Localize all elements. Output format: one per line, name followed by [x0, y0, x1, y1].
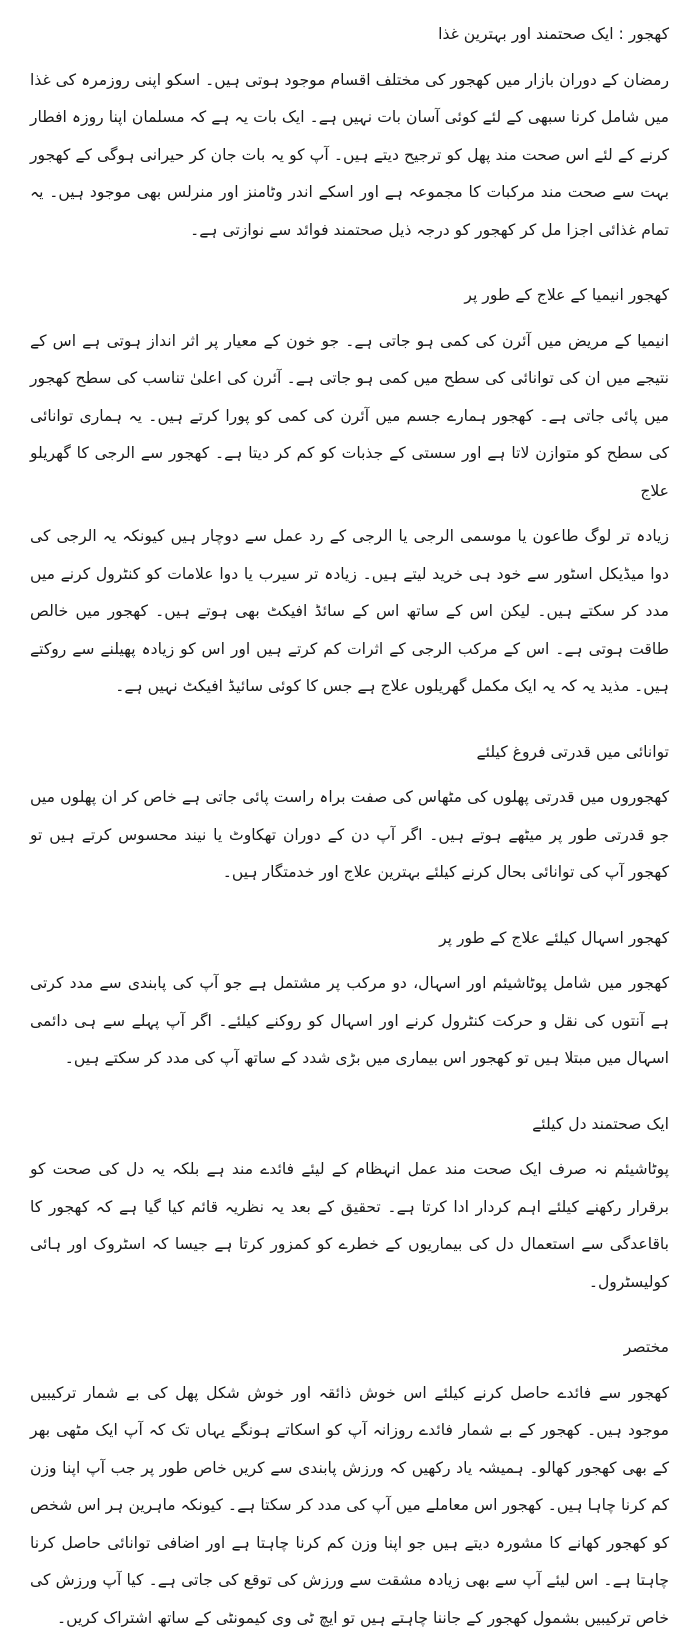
- article-title: کھجور : ایک صحتمند اور بہترین غذا: [30, 16, 669, 54]
- diarrhea-paragraph: کھجور میں شامل پوٹاشیئم اور اسہال، دو مرکب پر مشتمل ہے جو آپ کی پابندی سے مدد کرتی ہے آنتوں کی نقل و حرکت کنٹرول کرنے اور اسہال کو روکنے کیلئے۔ اگر آپ پہلے سے ہی دائمی اسہال میں مبتلا ہیں تو کھجور اس بیماری میں بڑی شدد کے ساتھ آپ کی مدد کر سکتے ہیں۔: [30, 965, 669, 1078]
- allergy-paragraph: زیادہ تر لوگ طاعون یا موسمی الرجی یا الرجی کے رد عمل سے دوچار ہیں کیونکہ یہ الرجی کی دوا میڈیکل اسٹور سے خود ہی خرید لیتے ہیں۔ زیادہ تر سیرب یا دوا علامات کو کنٹرول کرنے میں مدد کر سکتے ہیں۔ لیکن اس کے ساتھ اس کے سائڈ افیکٹ بھی ہوتے ہیں۔ کھجور میں خالص طاقت ہوتی ہے۔ اس کے مرکب الرجی کے اثرات کم کرتے ہیں اور اس کو زیادہ پھیلنے سے روکتے ہیں۔ مذید یہ کہ یہ ایک مکمل گھریلوں علاج ہے جس کا کوئی سائیڈ افیکٹ نہیں ہے۔: [30, 518, 669, 706]
- heart-paragraph: پوٹاشیئم نہ صرف ایک صحت مند عمل انہظام کے لیئے فائدے مند ہے بلکہ یہ دل کی صحت کو برقرار رکھنے کیلئے اہم کردار ادا کرتا ہے۔ تحقیق کے بعد یہ نظریہ قائم کیا گیا ہے کہ کھجور کا باقاعدگی سے استعمال دل کی بیماریوں کے خطرے کو کمزور کرتا ہے جیسا کہ اسٹروک اور ہائی کولیسٹرول۔: [30, 1151, 669, 1301]
- anemia-paragraph: انیمیا کے مریض میں آئرن کی کمی ہو جاتی ہے۔ جو خون کے معیار پر اثر انداز ہوتی ہے اس کے نتیجے میں ان کی توانائی کی سطح میں کمی ہو جاتی ہے۔ آئرن کی اعلیٰ تناسب کی سطح کھجور میں پائی جاتی ہے۔ کھجور ہمارے جسم میں آئرن کی کمی کو پورا کرتے ہیں۔ یہ ہماری توانائی کی سطح کو متوازن لاتا ہے اور سستی کے جذبات کو کم کر دیتا ہے۔ کھجور سے الرجی کا گھریلو علاج: [30, 323, 669, 511]
- section-heading-heart: ایک صحتمند دل کیلئے: [30, 1106, 669, 1144]
- section-heading-summary: مختصر: [30, 1329, 669, 1367]
- intro-paragraph: رمضان کے دوران بازار میں کھجور کی مختلف اقسام موجود ہوتی ہیں۔ اسکو اپنی روزمرہ کی غذا میں شامل کرنا سبھی کے لئے کوئی آسان بات نہیں ہے۔ ایک بات یہ ہے کہ مسلمان اپنا روزہ افطار کرنے کے لئے اس صحت مند پھل کو ترجیح دیتے ہیں۔ آپ کو یہ بات جان کر حیرانی ہوگی کے کھجور بہت سے صحت مند مرکبات کا مجموعہ ہے اور اسکے اندر وٹامنز اور منرلس بھی موجود ہیں۔ یہ تمام غذائی اجزا مل کر کھجور کو درجہ ذیل صحتمند فوائد سے نوازتی ہے۔: [30, 62, 669, 250]
- energy-paragraph: کھجوروں میں قدرتی پھلوں کی مٹھاس کی صفت براہ راست پائی جاتی ہے خاص کر ان پھلوں میں جو قدرتی طور پر میٹھے ہوتے ہیں۔ اگر آپ دن کے دوران تھکاوٹ یا نیند محسوس کرتے ہیں تو کھجور آپ کی توانائی بحال کرنے کیلئے بہترین علاج اور خدمتگار ہیں۔: [30, 779, 669, 892]
- summary-paragraph: کھجور سے فائدے حاصل کرنے کیلئے اس خوش ذائقہ اور خوش شکل پھل کی بے شمار ترکیبیں موجود ہیں۔ کھجور کے بے شمار فائدے روزانہ آپ کو اسکاتے ہونگے یہاں تک کہ آپ ایک مٹھی بھر کے بھی کھجور کھالو۔ ہمیشہ یاد رکھیں کہ ورزش پابندی سے کریں خاص طور پر جب آپ اپنا وزن کم کرنا چاہا ہیں۔ کھجور اس معاملے میں آپ کی مدد کر سکتا ہے۔ کیونکہ ماہرین ہر اس شخص کو کھجور کھانے کا مشورہ دیتے ہیں جو اپنا وزن کم کرنا چاہتا ہے اور اضافی توانائی حاصل کرنا چاہتا ہے۔ اس لیئے آپ سے بھی زیادہ مشقت سے ورزش کی توقع کی جاتی ہے۔ کیا آپ ورزش کی خاص ترکیبیں بشمول کھجور کے جاننا چاہتے ہیں تو ایچ ٹی وی کیمونٹی کے ساتھ اشتراک کریں۔: [30, 1375, 669, 1637]
- section-heading-diarrhea: کھجور اسہال کیلئے علاج کے طور پر: [30, 920, 669, 958]
- section-heading-energy: توانائی میں قدرتی فروغ کیلئے: [30, 734, 669, 772]
- section-heading-anemia: کھجور انیمیا کے علاج کے طور پر: [30, 277, 669, 315]
